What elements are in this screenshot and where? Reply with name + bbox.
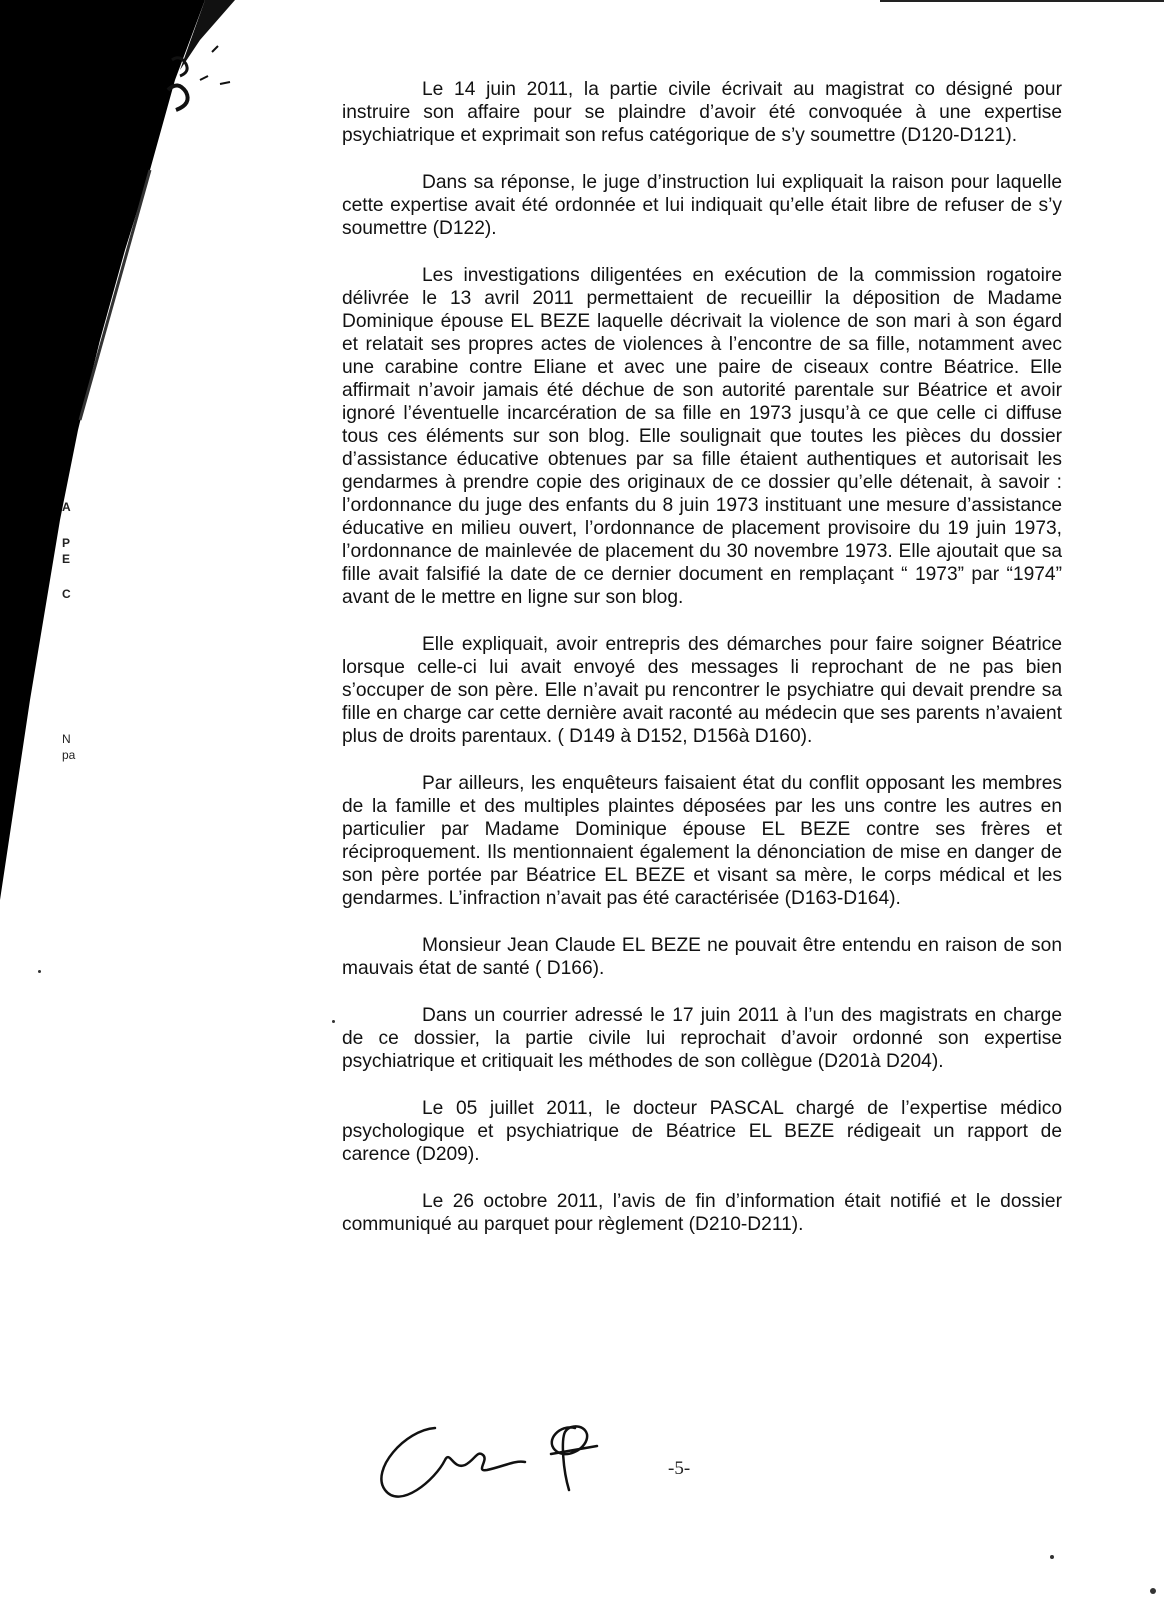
margin-fragment: C <box>62 587 71 601</box>
scan-edge-shadow <box>0 0 235 920</box>
paragraph: Le 14 juin 2011, la partie civile écrivait au magistrat co désigné pour instruire son affaire pour se plaindre d’avoir été convoquée à une expertise psychiatrique et exprimait son refus catégorique de s’y soumettre (D120-D121). <box>342 79 1062 146</box>
paragraph: Elle expliquait, avoir entrepris des démarches pour faire soigner Béatrice lorsque celle-ci lui avait envoyé des messages li reprochant de ne pas bien s’occuper de son père. Elle n’avait pu rencontrer le psychiatre qui devait prendre sa fille en charge car cette dernière avait raconté au médecin que ses parents n’avaient plus de droits parentaux. ( D149 à D152, D156à D160). <box>342 634 1062 747</box>
margin-fragment: N <box>62 732 71 746</box>
paragraph: Par ailleurs, les enquêteurs faisaient état du conflit opposant les membres de la famille et des multiples plaintes déposées par les uns contre les autres en particulier par Madame Dominique épouse EL BEZE contre ses frères et réciproquement. Ils mentionnaient également la dénonciation de mise en danger de son père portée par Béatrice EL BEZE et visant sa mère, le corps médical et les gendarmes. L’infraction n’avait pas été caractérisée (D163-D164). <box>342 773 1062 909</box>
paragraph: Dans sa réponse, le juge d’instruction lui expliquait la raison pour laquelle cette expertise avait été ordonnée et lui indiquait qu’elle était libre de refuser de s’y soumettre (D122). <box>342 172 1062 239</box>
scan-speck <box>1050 1555 1054 1559</box>
margin-fragment: P <box>62 536 71 550</box>
paragraph: Le 05 juillet 2011, le docteur PASCAL chargé de l’expertise médico psychologique et psychiatrique de Béatrice EL BEZE rédigeait un rapport de carence (D209). <box>342 1098 1062 1165</box>
paragraph: Monsieur Jean Claude EL BEZE ne pouvait être entendu en raison de son mauvais état de santé ( D166). <box>342 935 1062 979</box>
margin-fragment: pa <box>62 748 76 762</box>
paragraph: Dans un courrier adressé le 17 juin 2011 à l’un des magistrats en charge de ce dossier, la partie civile lui reprochait d’avoir ordonné son expertise psychiatrique et critiquait les méthodes de son collègue (D201à D204). <box>342 1005 1062 1072</box>
top-edge-rule <box>880 0 1164 2</box>
corner-handwriting-mark <box>160 40 240 130</box>
scan-speck <box>1150 1588 1156 1594</box>
document-body <box>342 78 1062 1256</box>
paragraph: Le 26 octobre 2011, l’avis de fin d’information était notifié et le dossier communiqué au parquet pour règlement (D210-D211). <box>342 1191 1062 1235</box>
margin-text-fragments <box>62 500 102 800</box>
margin-fragment: E <box>62 552 71 566</box>
paragraph: Les investigations diligentées en exécution de la commission rogatoire délivrée le 13 avril 2011 permettaient de recueillir la déposition de Madame Dominique épouse EL BEZE laquelle décrivait la violence de son mari à son égard et relatait ses propres actes de violences à l’encontre de sa fille, notamment avec une carabine contre Eliane et avec une paire de ciseaux contre Béatrice. Elle affirmait n’avoir jamais été déchue de son autorité parentale sur Béatrice et avoir ignoré l’éventuelle incarcération de sa fille en 1973 jusqu’à ce que celle ci diffuse tous ces éléments sur son blog. Elle soulignait que toutes les pièces du dossier d’assistance éducative obtenues par sa fille étaient authentiques et autorisait les gendarmes à prendre copie des originaux de ce dossier qu’elle détenait, à savoir : l’ordonnance du juge des enfants du 8 juin 1973 instituant une mesure d’assistance éducative en milieu ouvert, l’ordonnance de placement provisoire du 19 juin 1973, l’ordonnance de mainlevée de placement du 30 novembre 1973. Elle ajoutait que sa fille avait falsifié la date de ce dernier document en remplaçant “ 1973” par “1974” avant de le mettre en ligne sur son blog. <box>342 265 1062 608</box>
page-number: -5- <box>668 1458 691 1479</box>
scan-speck <box>38 970 41 973</box>
scan-speck <box>332 1020 335 1023</box>
handwritten-signature <box>365 1410 645 1520</box>
margin-fragment: A <box>62 500 71 514</box>
